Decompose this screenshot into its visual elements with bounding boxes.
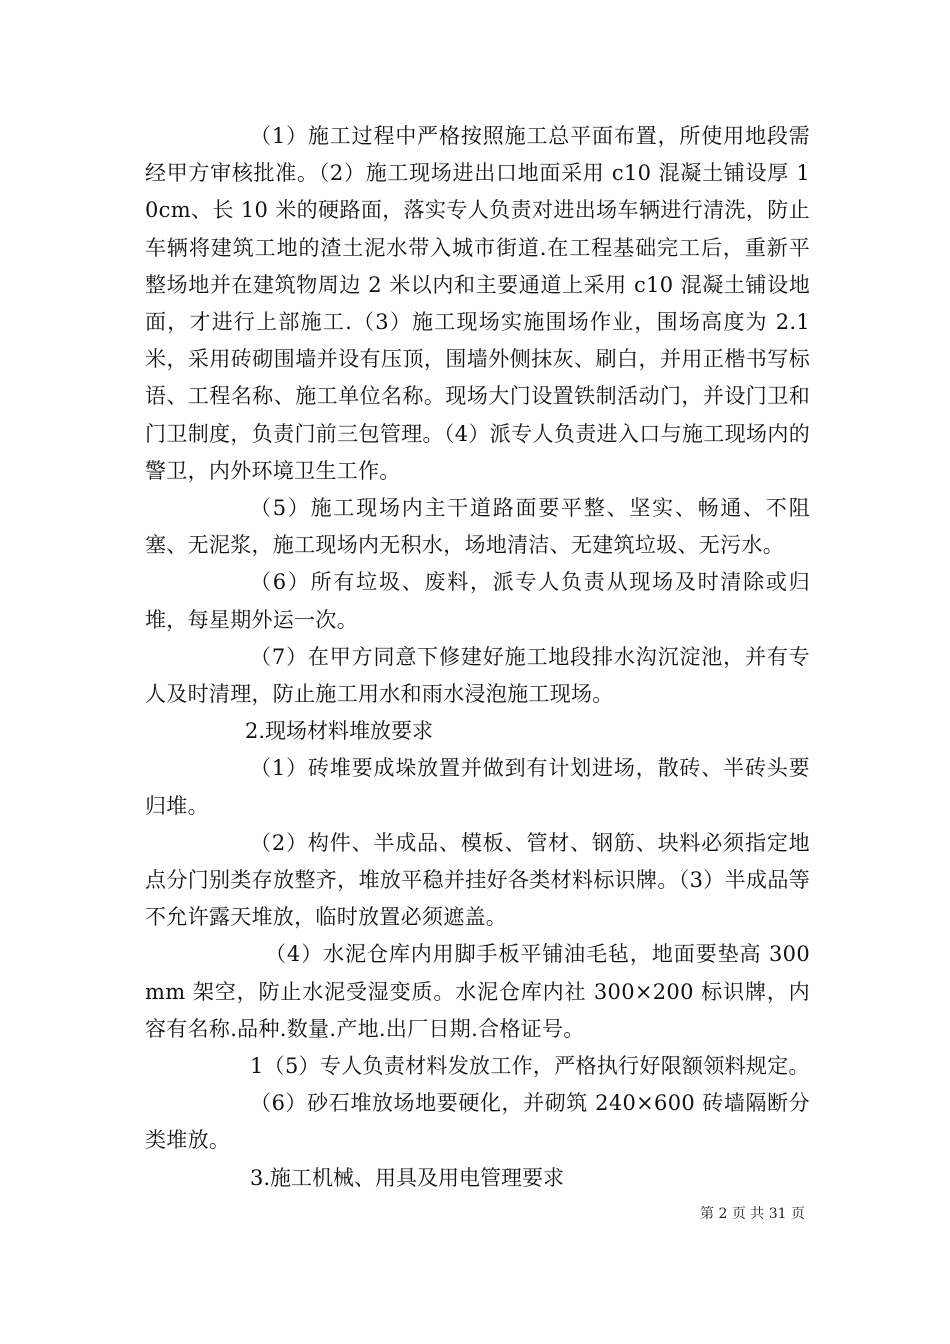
paragraph-components: （2）构件、半成品、模板、管材、钢筋、块料必须指定地点分门别类存放整齐，堆放平稳并挂好各类材料标识牌。（3）半成品等不允许露天堆放，临时放置必须遮盖。 <box>145 830 810 930</box>
paragraph-site-layout: （1）施工过程中严格按照施工总平面布置，所使用地段需经甲方审核批准。（2）施工现场进出口地面采用 c10 混凝土铺设厚 10cm、长 10 米的硬路面，落实专人负责对进出场车辆进行清洗，防止车辆将建筑工地的渣土泥水带入城市街道.在工程基础完工后，重新平整场地并在建筑物周边 2 米以内和主要通道上采用 c10 混凝土铺设地面，才进行上部施工.（3）施工现场实施围场作业，围场高度为 2.1 米，采用砖砌围墙并设有压顶，围墙外侧抹灰、刷白，并用正楷书写标语、工程名称、施工单位名称。现场大门设置铁制活动门，并设门卫和门卫制度，负责门前三包管理。（4）派专人负责进入口与施工现场内的警卫，内外环境卫生工作。 <box>145 124 810 483</box>
section-heading-machinery: 3.施工机械、用具及用电管理要求 <box>250 1165 565 1190</box>
paragraph-garbage: （6）所有垃圾、废料，派专人负责从现场及时清除或归堆，每星期外运一次。 <box>145 570 810 632</box>
paragraph-bricks: （1）砖堆要成垛放置并做到有计划进场，散砖、半砖头要归堆。 <box>145 756 810 818</box>
section-heading-materials: 2.现场材料堆放要求 <box>245 719 434 744</box>
paragraph-sand-gravel: （6）砂石堆放场地要硬化，并砌筑 240×600 砖墙隔断分类堆放。 <box>145 1091 810 1153</box>
paragraph-cement: （4）水泥仓库内用脚手板平铺油毛毡，地面要垫高 300mm 架空，防止水泥受湿变质。水泥仓库内社 300×200 标识牌，内容有名称.品种.数量.产地.出厂日期.合格证号。 <box>145 942 810 1041</box>
page-number-footer: 第 2 页 共 31 页 <box>700 1206 805 1222</box>
paragraph-main-road: （5）施工现场内主干道路面要平整、坚实、畅通、不阻塞、无泥浆，施工现场内无积水，场地清洁、无建筑垃圾、无污水。 <box>145 496 810 558</box>
paragraph-material-issue: 1（5）专人负责材料发放工作，严格执行好限额领料规定。 <box>250 1054 810 1079</box>
document-body <box>145 118 810 1197</box>
paragraph-drainage: （7）在甲方同意下修建好施工地段排水沟沉淀池，并有专人及时清理，防止施工用水和雨水浸泡施工现场。 <box>145 644 810 707</box>
